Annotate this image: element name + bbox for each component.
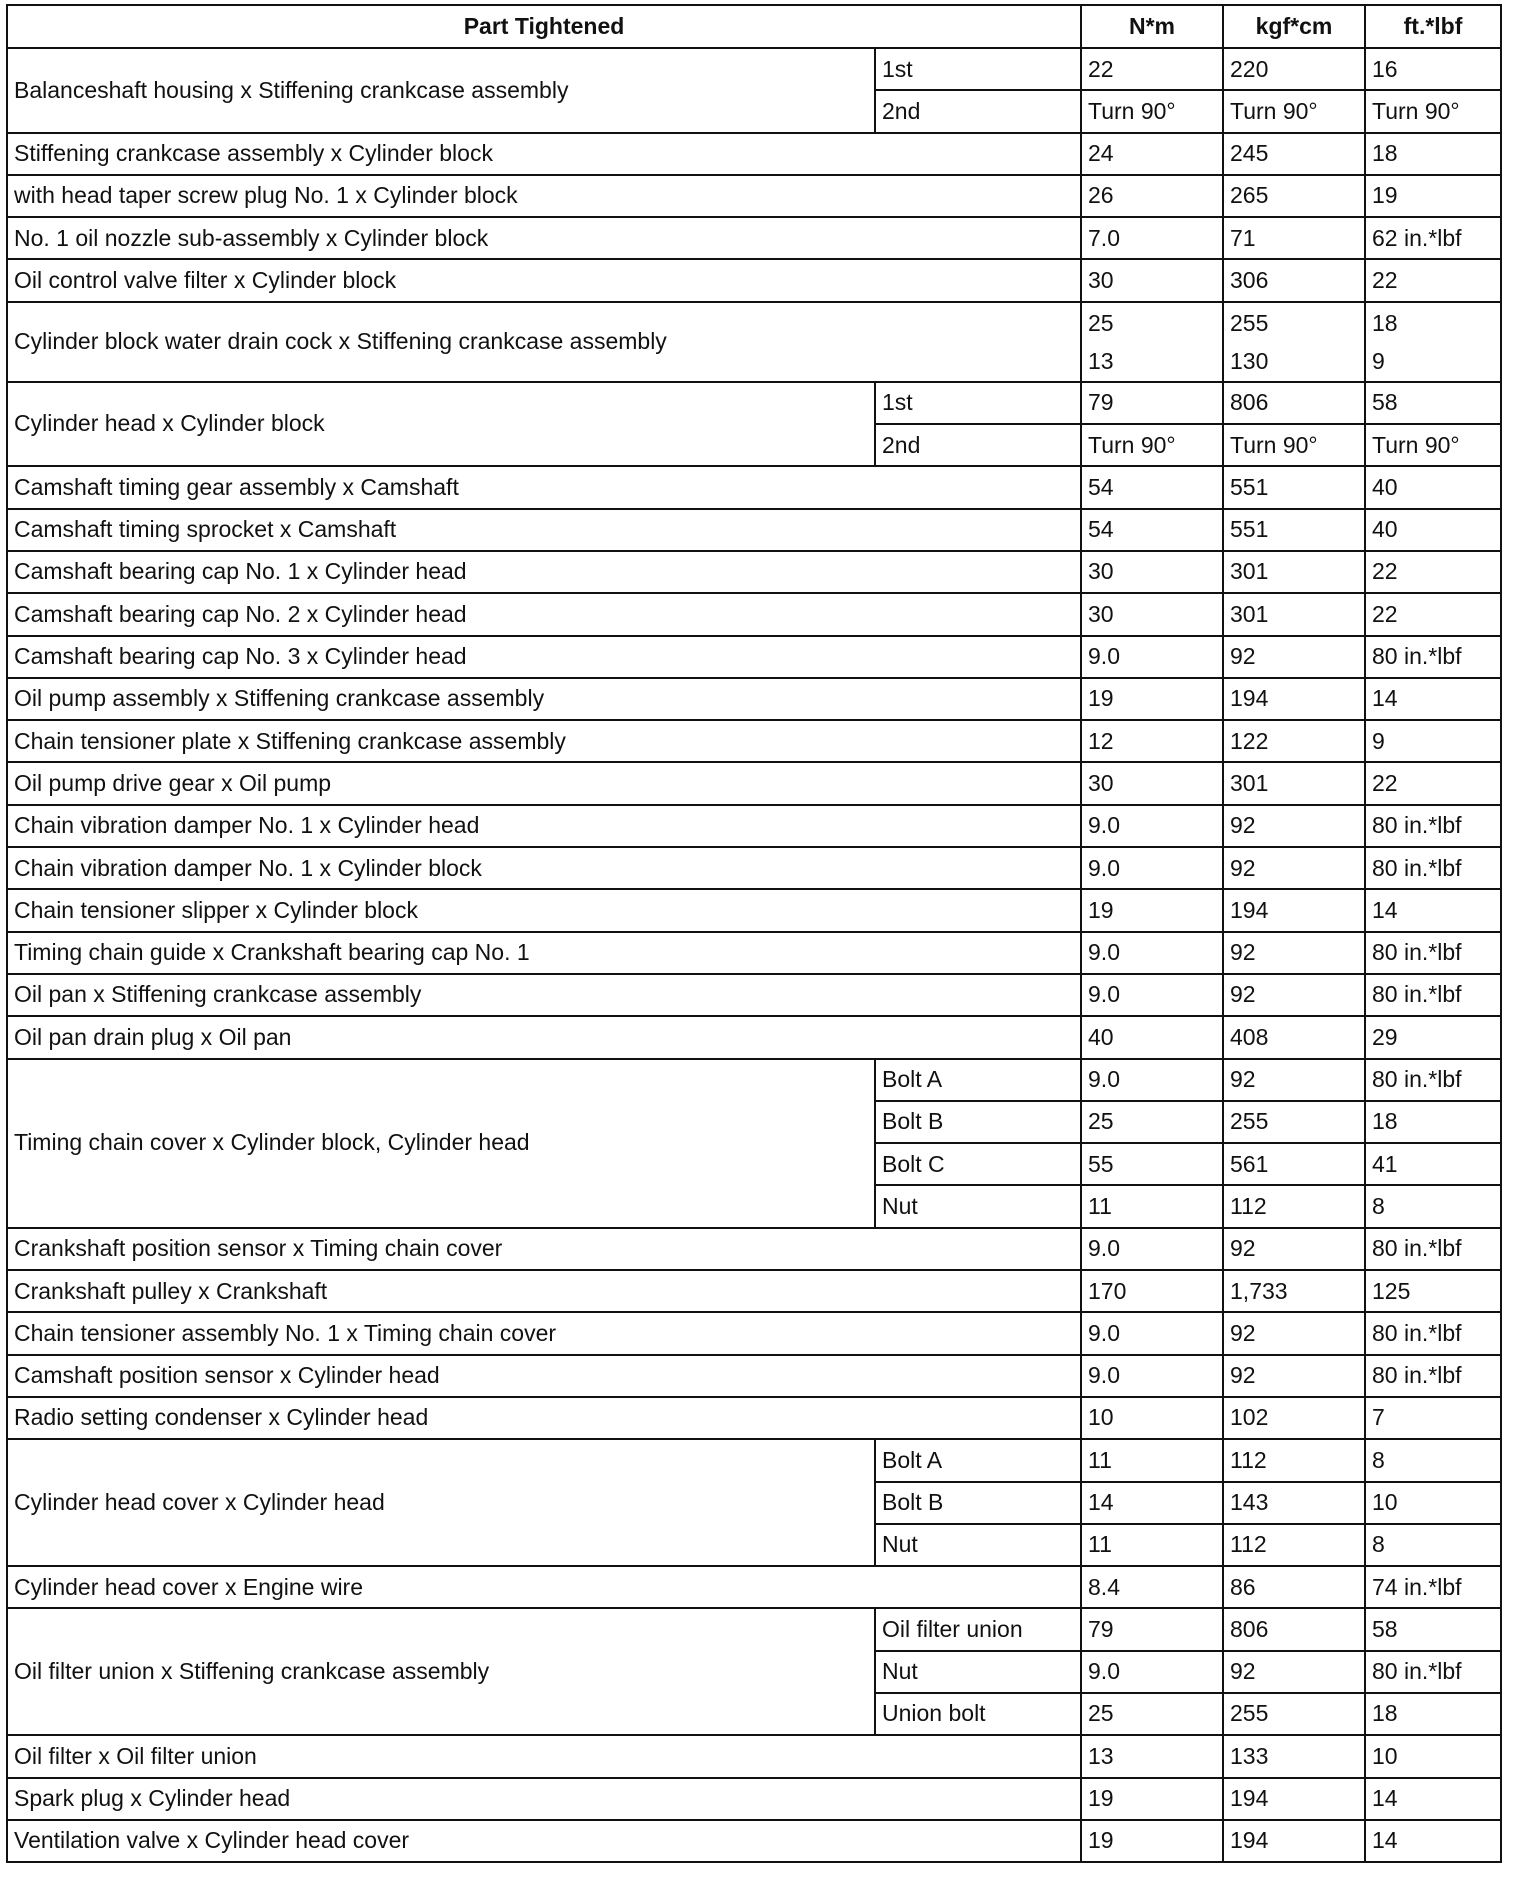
table-row [7,259,1501,301]
nm-double-cell [1081,302,1223,382]
ft-lbf-cell: 10 [1365,1735,1501,1777]
table-row [7,175,1501,217]
kgf-cm-cell: 561 [1223,1143,1365,1185]
ft-lbf-cell: 18 [1365,133,1501,175]
part-tightened-cell: Oil filter x Oil filter union [7,1735,1081,1777]
step-label-cell: Bolt B [875,1101,1081,1143]
step-label-cell: Bolt A [875,1059,1081,1101]
header-kgf-cm: kgf*cm [1223,5,1365,48]
table-row [7,1735,1501,1777]
ft-lbf-cell: 8 [1365,1524,1501,1566]
kgf-cm-cell: 255 [1223,1693,1365,1735]
part-tightened-cell: Cylinder head x Cylinder block [7,382,875,467]
kgf-cm-cell: 112 [1223,1439,1365,1481]
kgf-cm-cell: 122 [1223,720,1365,762]
ft-lbf-cell: 74 in.*lbf [1365,1566,1501,1608]
ft-lbf-cell: 58 [1365,1608,1501,1650]
kgf-value: 130 [1230,348,1269,375]
nm-value: 13 [1088,348,1114,375]
part-tightened-cell: Cylinder head cover x Cylinder head [7,1439,875,1566]
kgf-cm-cell: 301 [1223,762,1365,804]
part-tightened-cell: Oil pump drive gear x Oil pump [7,762,1081,804]
step-label-cell: Bolt C [875,1143,1081,1185]
newton-meter-cell: 30 [1081,551,1223,593]
newton-meter-cell: 30 [1081,259,1223,301]
kgf-cm-cell: 408 [1223,1016,1365,1058]
ft-lbf-cell: Turn 90° [1365,424,1501,466]
kgf-cm-cell: 245 [1223,133,1365,175]
newton-meter-cell: 11 [1081,1524,1223,1566]
newton-meter-cell: 11 [1081,1185,1223,1227]
table-row [7,1312,1501,1354]
table-row [7,382,1501,424]
kgf-cm-cell: 143 [1223,1482,1365,1524]
ft-value: 18 [1372,309,1398,336]
kgf-cm-cell: 92 [1223,1651,1365,1693]
newton-meter-cell: 9.0 [1081,1228,1223,1270]
table-row [7,678,1501,720]
part-tightened-cell: No. 1 oil nozzle sub-assembly x Cylinder block [7,217,1081,259]
part-tightened-cell: Camshaft bearing cap No. 3 x Cylinder head [7,636,1081,678]
newton-meter-cell: 19 [1081,889,1223,931]
stacked-values [1082,303,1222,381]
table-row [7,1820,1501,1862]
kgf-cm-cell: 92 [1223,1059,1365,1101]
kgf-cm-cell: 92 [1223,1312,1365,1354]
newton-meter-cell: Turn 90° [1081,424,1223,466]
table-row [7,593,1501,635]
kgf-cm-cell: 194 [1223,1820,1365,1862]
table-row [7,133,1501,175]
table-row [7,847,1501,889]
newton-meter-cell: 11 [1081,1439,1223,1481]
ft-value: 9 [1372,348,1385,375]
newton-meter-cell: 79 [1081,382,1223,424]
ft-lbf-cell: 18 [1365,1693,1501,1735]
table-header-row [7,5,1501,48]
newton-meter-cell: 9.0 [1081,1059,1223,1101]
newton-meter-cell: 9.0 [1081,932,1223,974]
newton-meter-cell: 40 [1081,1016,1223,1058]
kgf-cm-cell: 92 [1223,805,1365,847]
kgf-cm-cell: 112 [1223,1185,1365,1227]
kgf-cm-cell: 806 [1223,1608,1365,1650]
table-row [7,217,1501,259]
ft-lbf-cell: 80 in.*lbf [1365,1651,1501,1693]
ft-lbf-cell: 8 [1365,1185,1501,1227]
part-tightened-cell: Chain vibration damper No. 1 x Cylinder block [7,847,1081,889]
part-tightened-cell: Radio setting condenser x Cylinder head [7,1397,1081,1439]
newton-meter-cell: 10 [1081,1397,1223,1439]
ft-lbf-cell: 8 [1365,1439,1501,1481]
newton-meter-cell: 24 [1081,133,1223,175]
ft-lbf-cell: 7 [1365,1397,1501,1439]
part-tightened-cell: Oil pan x Stiffening crankcase assembly [7,974,1081,1016]
ft-lbf-cell: 14 [1365,1820,1501,1862]
ft-lbf-cell: 19 [1365,175,1501,217]
part-tightened-cell: Oil filter union x Stiffening crankcase assembly [7,1608,875,1735]
newton-meter-cell: 12 [1081,720,1223,762]
newton-meter-cell: 9.0 [1081,1651,1223,1693]
ft-lbf-cell: 80 in.*lbf [1365,1059,1501,1101]
newton-meter-cell: 19 [1081,678,1223,720]
table-row [7,720,1501,762]
part-tightened-cell: with head taper screw plug No. 1 x Cylinder block [7,175,1081,217]
table-row [7,1228,1501,1270]
step-label-cell: Union bolt [875,1693,1081,1735]
kgf-cm-cell: 1,733 [1223,1270,1365,1312]
newton-meter-cell: 19 [1081,1820,1223,1862]
ft-lbf-cell: Turn 90° [1365,90,1501,132]
step-label-cell: 2nd [875,424,1081,466]
kgf-cm-cell: 92 [1223,932,1365,974]
newton-meter-cell: 8.4 [1081,1566,1223,1608]
part-tightened-cell: Balanceshaft housing x Stiffening crankcase assembly [7,48,875,133]
newton-meter-cell: 30 [1081,593,1223,635]
ft-lbf-cell: 80 in.*lbf [1365,974,1501,1016]
table-row [7,932,1501,974]
part-tightened-cell: Chain tensioner slipper x Cylinder block [7,889,1081,931]
part-tightened-cell: Camshaft timing sprocket x Camshaft [7,509,1081,551]
ft-lbf-cell: 80 in.*lbf [1365,932,1501,974]
ft-lbf-cell: 14 [1365,678,1501,720]
kgf-cm-cell: 112 [1223,1524,1365,1566]
kgf-cm-cell: 220 [1223,48,1365,90]
table-body [7,48,1501,1862]
newton-meter-cell: 19 [1081,1778,1223,1820]
table-row [7,466,1501,508]
newton-meter-cell: 9.0 [1081,974,1223,1016]
newton-meter-cell: 79 [1081,1608,1223,1650]
ft-lbf-cell: 80 in.*lbf [1365,847,1501,889]
ft-lbf-cell: 16 [1365,48,1501,90]
kgf-cm-cell: Turn 90° [1223,90,1365,132]
table-row [7,48,1501,90]
table-row [7,974,1501,1016]
part-tightened-cell: Cylinder block water drain cock x Stiffening crankcase assembly [7,302,1081,382]
step-label-cell: Nut [875,1185,1081,1227]
kgf-cm-cell: 92 [1223,1355,1365,1397]
part-tightened-cell: Oil pan drain plug x Oil pan [7,1016,1081,1058]
part-tightened-cell: Oil control valve filter x Cylinder block [7,259,1081,301]
newton-meter-cell: 25 [1081,1693,1223,1735]
newton-meter-cell: 170 [1081,1270,1223,1312]
step-label-cell: Nut [875,1524,1081,1566]
ft-lbf-cell: 40 [1365,509,1501,551]
table-row [7,1397,1501,1439]
ft-lbf-cell: 18 [1365,1101,1501,1143]
header-part-tightened: Part Tightened [7,5,1081,48]
ft-lbf-cell: 80 in.*lbf [1365,1355,1501,1397]
ft-lbf-cell: 14 [1365,1778,1501,1820]
part-tightened-cell: Timing chain guide x Crankshaft bearing cap No. 1 [7,932,1081,974]
newton-meter-cell: 9.0 [1081,1355,1223,1397]
ft-lbf-cell: 62 in.*lbf [1365,217,1501,259]
newton-meter-cell: 54 [1081,466,1223,508]
newton-meter-cell: 25 [1081,1101,1223,1143]
ft-lbf-cell: 80 in.*lbf [1365,1228,1501,1270]
table-row [7,1439,1501,1481]
table-row [7,551,1501,593]
kgf-cm-cell: 551 [1223,509,1365,551]
table-row [7,636,1501,678]
ft-lbf-cell: 40 [1365,466,1501,508]
newton-meter-cell: 9.0 [1081,805,1223,847]
ft-lbf-cell: 22 [1365,593,1501,635]
ft-lbf-cell: 125 [1365,1270,1501,1312]
ft-lbf-cell: 22 [1365,259,1501,301]
part-tightened-cell: Camshaft bearing cap No. 2 x Cylinder head [7,593,1081,635]
step-label-cell: Bolt B [875,1482,1081,1524]
newton-meter-cell: 9.0 [1081,1312,1223,1354]
kgf-cm-cell: 102 [1223,1397,1365,1439]
kgf-cm-cell: 194 [1223,1778,1365,1820]
newton-meter-cell: 13 [1081,1735,1223,1777]
part-tightened-cell: Cylinder head cover x Engine wire [7,1566,1081,1608]
step-label-cell: Bolt A [875,1439,1081,1481]
kgf-cm-cell: 255 [1223,1101,1365,1143]
part-tightened-cell: Chain tensioner plate x Stiffening crankcase assembly [7,720,1081,762]
part-tightened-cell: Crankshaft position sensor x Timing chain cover [7,1228,1081,1270]
table-row [7,1608,1501,1650]
table-row [7,1778,1501,1820]
part-tightened-cell: Chain vibration damper No. 1 x Cylinder head [7,805,1081,847]
kgf-cm-cell: 806 [1223,382,1365,424]
part-tightened-cell: Camshaft timing gear assembly x Camshaft [7,466,1081,508]
ft-lbf-cell: 41 [1365,1143,1501,1185]
step-label-cell: 1st [875,48,1081,90]
kgf-cm-cell: 301 [1223,551,1365,593]
newton-meter-cell: 9.0 [1081,847,1223,889]
ft-lbf-cell: 10 [1365,1482,1501,1524]
kgf-value: 255 [1230,309,1269,336]
part-tightened-cell: Camshaft bearing cap No. 1 x Cylinder head [7,551,1081,593]
ft-lbf-cell: 80 in.*lbf [1365,805,1501,847]
kgf-cm-cell: 194 [1223,678,1365,720]
ft-lbf-cell: 80 in.*lbf [1365,636,1501,678]
ft-lbf-cell: 9 [1365,720,1501,762]
newton-meter-cell: 54 [1081,509,1223,551]
part-tightened-cell: Stiffening crankcase assembly x Cylinder block [7,133,1081,175]
newton-meter-cell: 55 [1081,1143,1223,1185]
ft-lbf-cell: 22 [1365,551,1501,593]
kgf-cm-cell: 71 [1223,217,1365,259]
newton-meter-cell: Turn 90° [1081,90,1223,132]
stacked-values [1224,303,1364,381]
ft-lbf-cell: 29 [1365,1016,1501,1058]
newton-meter-cell: 9.0 [1081,636,1223,678]
kgf-cm-cell: 133 [1223,1735,1365,1777]
newton-meter-cell: 14 [1081,1482,1223,1524]
kgf-cm-cell: 86 [1223,1566,1365,1608]
table-row [7,302,1501,382]
ft-lbf-cell: 58 [1365,382,1501,424]
kgf-double-cell [1223,302,1365,382]
part-tightened-cell: Ventilation valve x Cylinder head cover [7,1820,1081,1862]
table-row [7,1566,1501,1608]
nm-value: 25 [1088,309,1114,336]
kgf-cm-cell: 194 [1223,889,1365,931]
table-row [7,1355,1501,1397]
table-row [7,762,1501,804]
kgf-cm-cell: Turn 90° [1223,424,1365,466]
table-row [7,1059,1501,1101]
newton-meter-cell: 22 [1081,48,1223,90]
part-tightened-cell: Timing chain cover x Cylinder block, Cylinder head [7,1059,875,1228]
table-row [7,1016,1501,1058]
ft-double-cell [1365,302,1501,382]
table-row [7,509,1501,551]
step-label-cell: Oil filter union [875,1608,1081,1650]
part-tightened-cell: Oil pump assembly x Stiffening crankcase assembly [7,678,1081,720]
ft-lbf-cell: 22 [1365,762,1501,804]
table-row [7,805,1501,847]
step-label-cell: 1st [875,382,1081,424]
part-tightened-cell: Chain tensioner assembly No. 1 x Timing chain cover [7,1312,1081,1354]
kgf-cm-cell: 92 [1223,1228,1365,1270]
part-tightened-cell: Crankshaft pulley x Crankshaft [7,1270,1081,1312]
kgf-cm-cell: 306 [1223,259,1365,301]
ft-lbf-cell: 80 in.*lbf [1365,1312,1501,1354]
part-tightened-cell: Spark plug x Cylinder head [7,1778,1081,1820]
table-row [7,1270,1501,1312]
header-ft-lbf: ft.*lbf [1365,5,1501,48]
step-label-cell: 2nd [875,90,1081,132]
newton-meter-cell: 7.0 [1081,217,1223,259]
step-label-cell: Nut [875,1651,1081,1693]
kgf-cm-cell: 92 [1223,974,1365,1016]
ft-lbf-cell: 14 [1365,889,1501,931]
kgf-cm-cell: 265 [1223,175,1365,217]
kgf-cm-cell: 301 [1223,593,1365,635]
torque-specification-table [6,4,1502,1863]
part-tightened-cell: Camshaft position sensor x Cylinder head [7,1355,1081,1397]
kgf-cm-cell: 92 [1223,847,1365,889]
stacked-values [1366,303,1500,381]
table-row [7,889,1501,931]
newton-meter-cell: 30 [1081,762,1223,804]
kgf-cm-cell: 551 [1223,466,1365,508]
header-newton-meter: N*m [1081,5,1223,48]
kgf-cm-cell: 92 [1223,636,1365,678]
newton-meter-cell: 26 [1081,175,1223,217]
